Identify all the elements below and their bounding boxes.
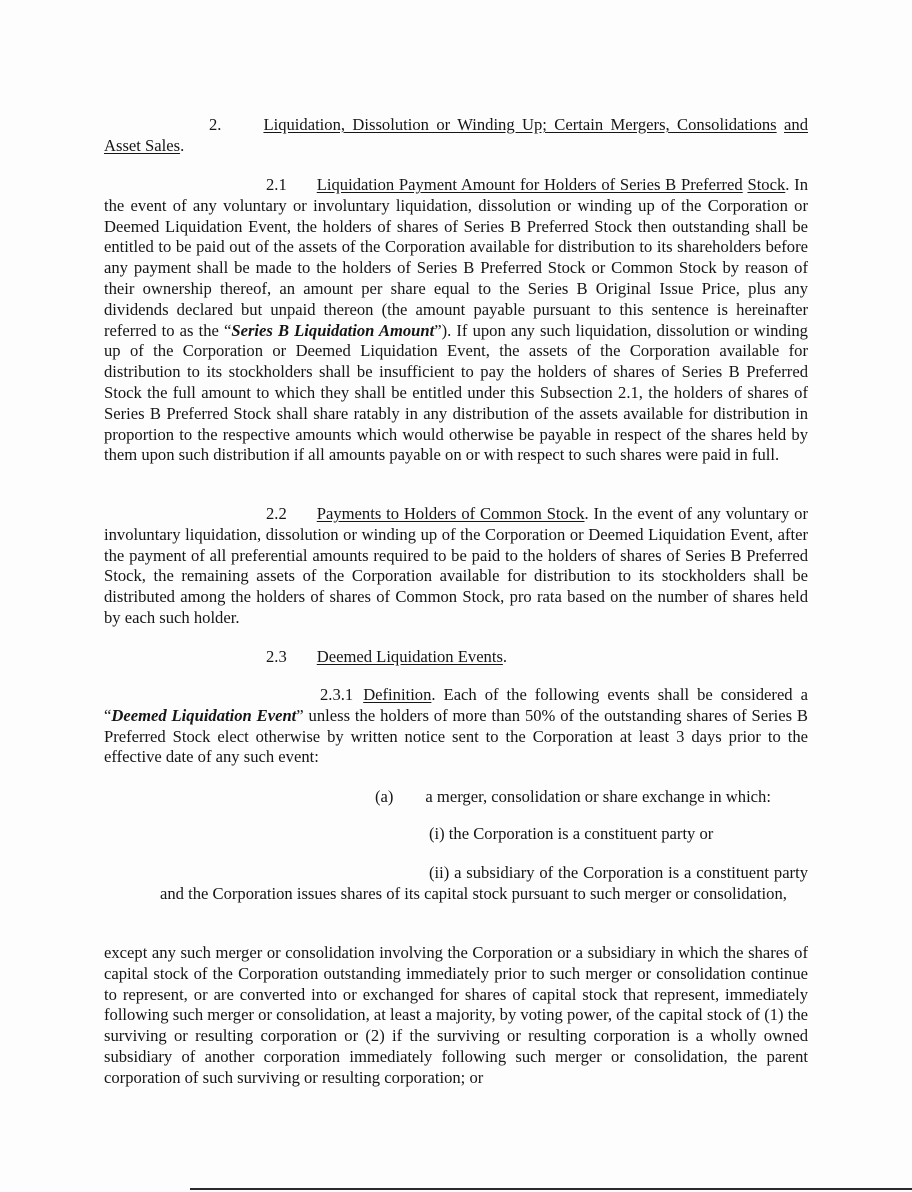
section-2-1-heading-part1: Liquidation Payment Amount for Holders of Series B Preferred (316, 175, 743, 194)
series-b-liquidation-amount-term: Series B Liquidation Amount (231, 320, 435, 340)
item-ii-rest: party and the Corporation issues shares of its capital stock pursuant to such merger or consolidation, (160, 863, 808, 903)
section-2-3-1-text-start: . Each of the following events shall be considered (431, 685, 793, 704)
item-ii (160, 863, 808, 905)
section-2-3-title: Deemed Liquidation Events (316, 647, 503, 666)
item-i-text: (i) the Corporation is a constituent party or (429, 824, 714, 843)
except-paragraph (104, 943, 808, 1089)
section-2-heading (104, 115, 808, 157)
item-i (429, 824, 713, 845)
section-2-1-heading-part2: Stock (747, 175, 786, 194)
item-a-label: (a) (375, 787, 394, 806)
section-2-title-line2: and Asset Sales (104, 115, 808, 155)
section-2-1-number: 2.1 (266, 175, 287, 194)
section-2-title-line1: Liquidation, Dissolution or Winding Up; Certain Mergers, Consolidations (263, 115, 777, 134)
section-2-3-title-period: . (502, 647, 508, 666)
section-2-number: 2. (209, 115, 222, 134)
item-ii-line1: (ii) a subsidiary of the Corporation is a constituent (429, 863, 770, 882)
section-2-3-1-text-a: a “ (104, 685, 808, 725)
section-2-1-text-after: ”). If upon any such liquidation, dissolution or winding up of the Corporation or Deemed Liquidation Event, the assets of the Corporation available for distribution to its stockholders shall be insufficient to pay the holders of shares of Series B Preferred Stock the full amount to which they shall be entitled under this Subsection 2.1, the holders of shares of Series B Preferred Stock shall share ratably in any distribution of the assets available for distribution in proportion to the respective amounts which would otherwise be payable in respect of the shares held by them upon such distribution if all amounts payable on or with respect to such shares were paid in full. (104, 320, 808, 465)
section-2-2-number: 2.2 (266, 504, 287, 523)
section-2-2-paragraph (104, 504, 808, 629)
section-2-2-heading: Payments to Holders of Common Stock (316, 504, 585, 523)
section-2-1-text-before: . In the event of any voluntary or involuntary liquidation, dissolution or winding up of the Corporation or Deemed Liquidation Event, the holders of shares of Series B Preferred Stock then outstanding shall be entitled to be paid out of the assets of the Corporation available for distribution to its shareholders before any payment shall be made to the holders of Series B Preferred Stock or Common Stock by reason of their ownership thereof, an amount per share equal to the Series B Original Issue Price, plus any dividends declared but unpaid thereon (the amount payable pursuant to this sentence is hereinafter referred to as the “ (104, 175, 808, 340)
section-2-3-1-heading: Definition (363, 685, 432, 704)
section-2-3-heading (266, 647, 507, 668)
item-a (375, 787, 771, 808)
except-paragraph-text: except any such merger or consolidation involving the Corporation or a subsidiary in which the shares of capital stock of the Corporation outstanding immediately prior to such merger or consolidation continue to represent, or are converted into or exchanged for shares of capital stock that represent, immediately following such merger or consolidation, at least a majority, by voting power, of the capital stock of (1) the surviving or resulting corporation or (2) if the surviving or resulting corporation is a wholly owned subsidiary of another corporation immediately following such merger or consolidation, the parent corporation of such surviving or resulting corporation; or (104, 943, 808, 1087)
section-2-1-paragraph (104, 175, 808, 466)
section-2-3-1-paragraph (104, 685, 808, 768)
deemed-liquidation-event-term: Deemed Liquidation Event (111, 705, 297, 725)
section-2-3-number: 2.3 (266, 647, 287, 666)
section-2-3-1-text-rest: ” unless the holders of more than 50% of the outstanding shares of Series B Preferred Stock elect otherwise by written notice sent to the Corporation at least 3 days prior to the effective date of any such event: (104, 705, 808, 767)
item-a-text: a merger, consolidation or share exchange in which: (425, 787, 771, 806)
section-2-3-1-number: 2.3.1 (320, 685, 354, 704)
page-bottom-edge-line (190, 1188, 912, 1190)
section-2-2-text: . In the event of any voluntary or involuntary liquidation, dissolution or winding up of the Corporation or Deemed Liquidation Event, after the payment of all preferential amounts required to be paid to the holders of shares of Series B Preferred Stock, the remaining assets of the Corporation available for distribution to its stockholders shall be distributed among the holders of shares of Common Stock, pro rata based on the number of shares held by each such holder. (104, 504, 809, 627)
section-2-title-period: . (180, 135, 185, 155)
